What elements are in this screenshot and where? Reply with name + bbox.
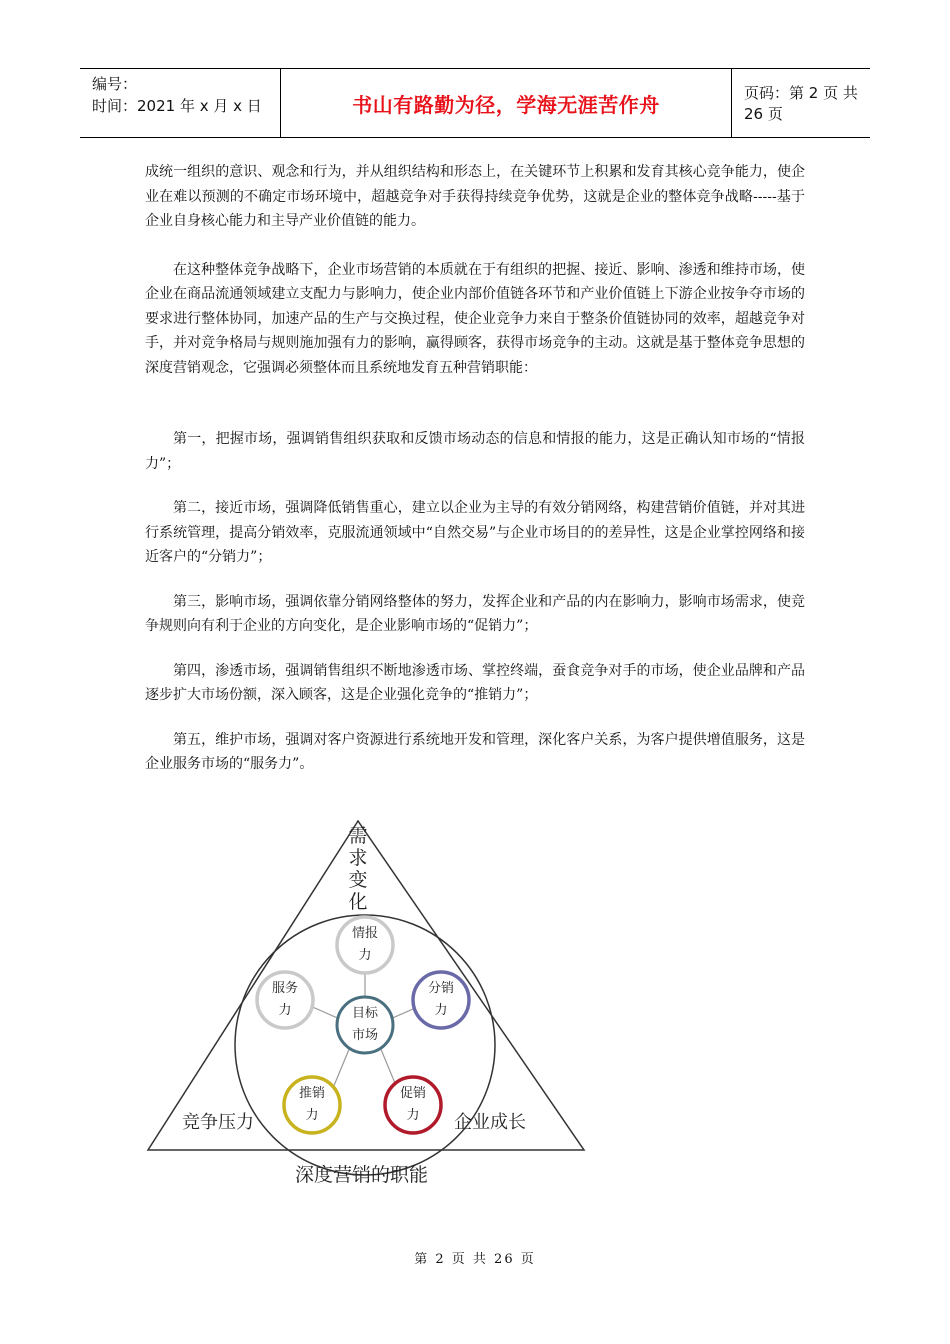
competitive-pressure-label: 竞争压力 xyxy=(182,1112,254,1133)
paragraph: 在这种整体竞争战略下，企业市场营销的本质就在于有组织的把握、接近、影响、渗透和维持市场，使企业在商品流通领域建立支配力与影响力，使企业内部价值链各环节和产业价值链上下游企业按争夺市场的要求进行整体协同，加速产品的生产与交换过程，使企业竞争力来自于整条价值链协同的效率，超越竞争对手，并对竞争格局与规则施加强有力的影响，赢得顾客，获得市场竞争的主动。这就是基于整体竞争思想的深度营销观念，它强调必须整体而且系统地发育五种营销职能： xyxy=(145,261,805,376)
label-char: 求 xyxy=(348,847,368,869)
paragraph: 第四，渗透市场，强调销售组织不断地渗透市场、掌控终端，蚕食竞争对手的市场，使企业品牌和产品逐步扩大市场份额，深入顾客，这是企业强化竞争的“推销力”； xyxy=(145,662,805,703)
document-body xyxy=(145,160,805,777)
demand-change-label xyxy=(346,825,370,913)
node-line1: 情报 xyxy=(351,926,378,941)
node-line1: 促销 xyxy=(399,1086,426,1101)
paragraph: 成统一组织的意识、观念和行为，并从组织结构和形态上，在关键环节上积累和发育其核心竞争能力，使企业在难以预测的不确定市场环境中，超越竞争对手获得持续竞争优势，这就是企业的整体竞争战略-----基于企业自身核心能力和主导产业价值链的能力。 xyxy=(145,164,805,229)
node-line2: 力 xyxy=(358,948,372,963)
node-line2: 力 xyxy=(305,1108,319,1123)
paragraph: 第一，把握市场，强调销售组织获取和反馈市场动态的信息和情报的能力，这是正确认知市场的“情报力”； xyxy=(145,431,805,472)
sales-push-label xyxy=(292,1083,332,1127)
label-char: 化 xyxy=(348,891,368,913)
header-slogan: 书山有路勤为径，学海无涯苦作舟 xyxy=(280,69,732,137)
target-market-label xyxy=(345,1003,385,1047)
distribution-label xyxy=(421,978,461,1022)
node-line1: 推销 xyxy=(298,1086,325,1101)
node-line2: 力 xyxy=(406,1108,420,1123)
diagram-caption: 深度营销的职能 xyxy=(295,1164,429,1186)
marketing-functions-diagram xyxy=(140,815,600,1195)
node-line2: 力 xyxy=(434,1003,448,1018)
document-date: 时间：2021 年 x 月 x 日 xyxy=(92,97,262,115)
node-line2: 力 xyxy=(278,1003,292,1018)
node-line1: 服务 xyxy=(271,981,298,996)
header-meta xyxy=(80,69,280,137)
label-char: 变 xyxy=(348,869,368,891)
paragraph: 第三，影响市场，强调依靠分销网络整体的努力，发挥企业和产品的内在影响力，影响市场需求，使竞争规则向有利于企业的方向变化，是企业影响市场的“促销力”； xyxy=(145,593,805,634)
paragraph: 第二，接近市场，强调降低销售重心，建立以企业为主导的有效分销网络，构建营销价值链，并对其进行系统管理，提高分销效率，克服流通领域中“自然交易”与企业市场目的的差异性，这是企业掌控网络和接近客户的“分销力”； xyxy=(145,500,805,565)
document-number: 编号： xyxy=(92,75,138,93)
page-footer: 第 2 页 共 26 页 xyxy=(414,1252,536,1267)
page-header xyxy=(80,68,870,138)
promotion-label xyxy=(393,1083,433,1127)
target-market-line2: 市场 xyxy=(351,1028,378,1043)
header-page-number: 页码：第 2 页 共 26 页 xyxy=(744,84,858,123)
target-market-line1: 目标 xyxy=(351,1006,378,1021)
node-line1: 分销 xyxy=(427,981,454,996)
paragraph: 第五，维护市场，强调对客户资源进行系统地开发和管理，深化客户关系，为客户提供增值服务，这是企业服务市场的“服务力”。 xyxy=(145,731,805,772)
service-label xyxy=(265,978,305,1022)
intelligence-label xyxy=(345,923,385,967)
enterprise-growth-label: 企业成长 xyxy=(454,1112,526,1133)
label-char: 需 xyxy=(348,825,368,847)
